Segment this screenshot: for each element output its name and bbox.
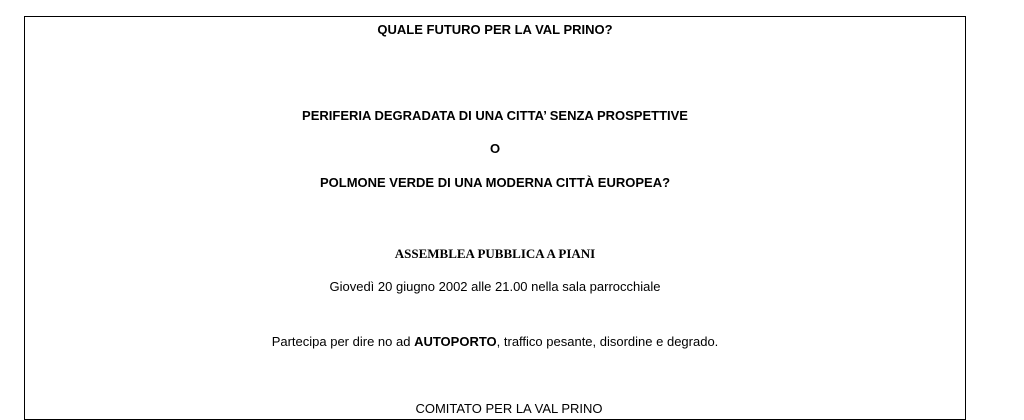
participate-suffix: , traffico pesante, disordine e degrado. bbox=[496, 334, 719, 349]
assembly-heading: ASSEMBLEA PUBBLICA A PIANI bbox=[394, 246, 596, 261]
participate-highlight: AUTOPORTO bbox=[414, 334, 497, 349]
question-line-2: POLMONE VERDE DI UNA MODERNA CITTÀ EUROPEA? bbox=[319, 175, 671, 190]
flyer-title: QUALE FUTURO PER LA VAL PRINO? bbox=[377, 22, 613, 37]
flyer-frame bbox=[24, 16, 966, 420]
event-date-line: Giovedì 20 giugno 2002 alle 21.00 nella sala parrocchiale bbox=[329, 279, 661, 294]
or-separator: O bbox=[489, 141, 501, 156]
question-line-1: PERIFERIA DEGRADATA DI UNA CITTA’ SENZA PROSPETTIVE bbox=[302, 108, 688, 123]
participate-prefix: Partecipa per dire no ad bbox=[271, 334, 415, 349]
committee-signature: COMITATO PER LA VAL PRINO bbox=[415, 401, 603, 416]
participate-line bbox=[25, 334, 965, 350]
